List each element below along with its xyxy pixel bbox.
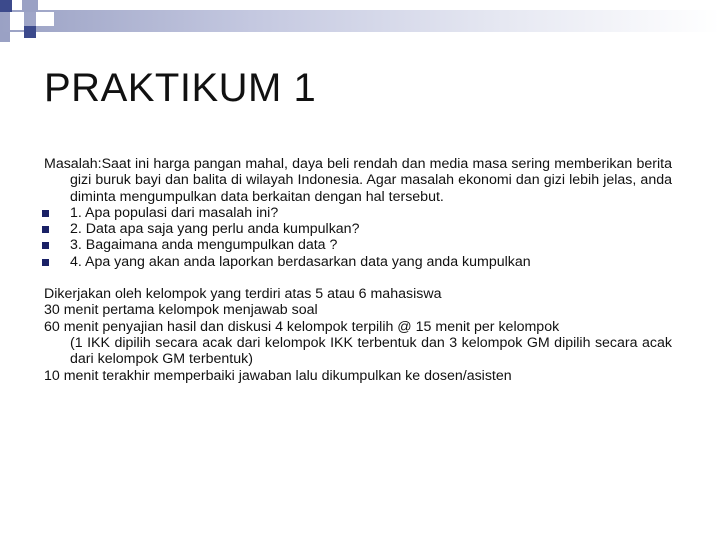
decor-square (10, 12, 24, 30)
question-text: 1. Apa populasi dari masalah ini? (70, 204, 279, 221)
question-text: 3. Bagaimana anda mengumpulkan data ? (70, 237, 338, 254)
slide-body (44, 156, 672, 384)
decor-square (24, 26, 36, 38)
question-list (44, 205, 672, 270)
instruction-line: 10 menit terakhir memperbaiki jawaban lalu dikumpulkan ke dosen/asisten (44, 367, 512, 384)
instruction-line-indented: (1 IKK dipilih secara acak dari kelompok IKK terbentuk dan 3 kelompok GM dipilih secara acak dari kelompok GM terbentuk) (70, 334, 672, 368)
list-item (44, 205, 672, 221)
header-gradient-bar (0, 10, 720, 32)
square-bullet-icon (42, 210, 49, 217)
problem-paragraph (44, 156, 672, 205)
problem-label: Masalah: (44, 156, 102, 172)
decor-square (0, 32, 10, 42)
instruction-line: Dikerjakan oleh kelompok yang terdiri atas 5 atau 6 mahasiswa (44, 286, 442, 303)
problem-text: Saat ini harga pangan mahal, daya beli rendah dan media masa sering memberikan berita gizi buruk bayi dan balita di wilayah Indonesia. Agar masalah ekonomi dan gizi lebih jelas, anda diminta mengumpulkan data berkaitan dengan hal tersebut. (70, 156, 672, 205)
square-bullet-icon (42, 242, 49, 249)
decor-square (0, 0, 12, 12)
slide-title: PRAKTIKUM 1 (44, 66, 317, 110)
decor-square (22, 0, 38, 12)
instruction-line: 30 menit pertama kelompok menjawab soal (44, 302, 318, 319)
square-bullet-icon (42, 226, 49, 233)
question-text: 2. Data apa saja yang perlu anda kumpulkan? (70, 221, 360, 238)
decor-square (36, 12, 54, 26)
instruction-line: 60 menit penyajian hasil dan diskusi 4 kelompok terpilih @ 15 menit per kelompok (44, 318, 560, 335)
list-item (44, 237, 672, 253)
list-item (44, 221, 672, 237)
square-bullet-icon (42, 259, 49, 266)
question-text: 4. Apa yang akan anda laporkan berdasarkan data yang anda kumpulkan (70, 253, 531, 270)
instructions-block (44, 286, 672, 384)
list-item (44, 254, 672, 270)
